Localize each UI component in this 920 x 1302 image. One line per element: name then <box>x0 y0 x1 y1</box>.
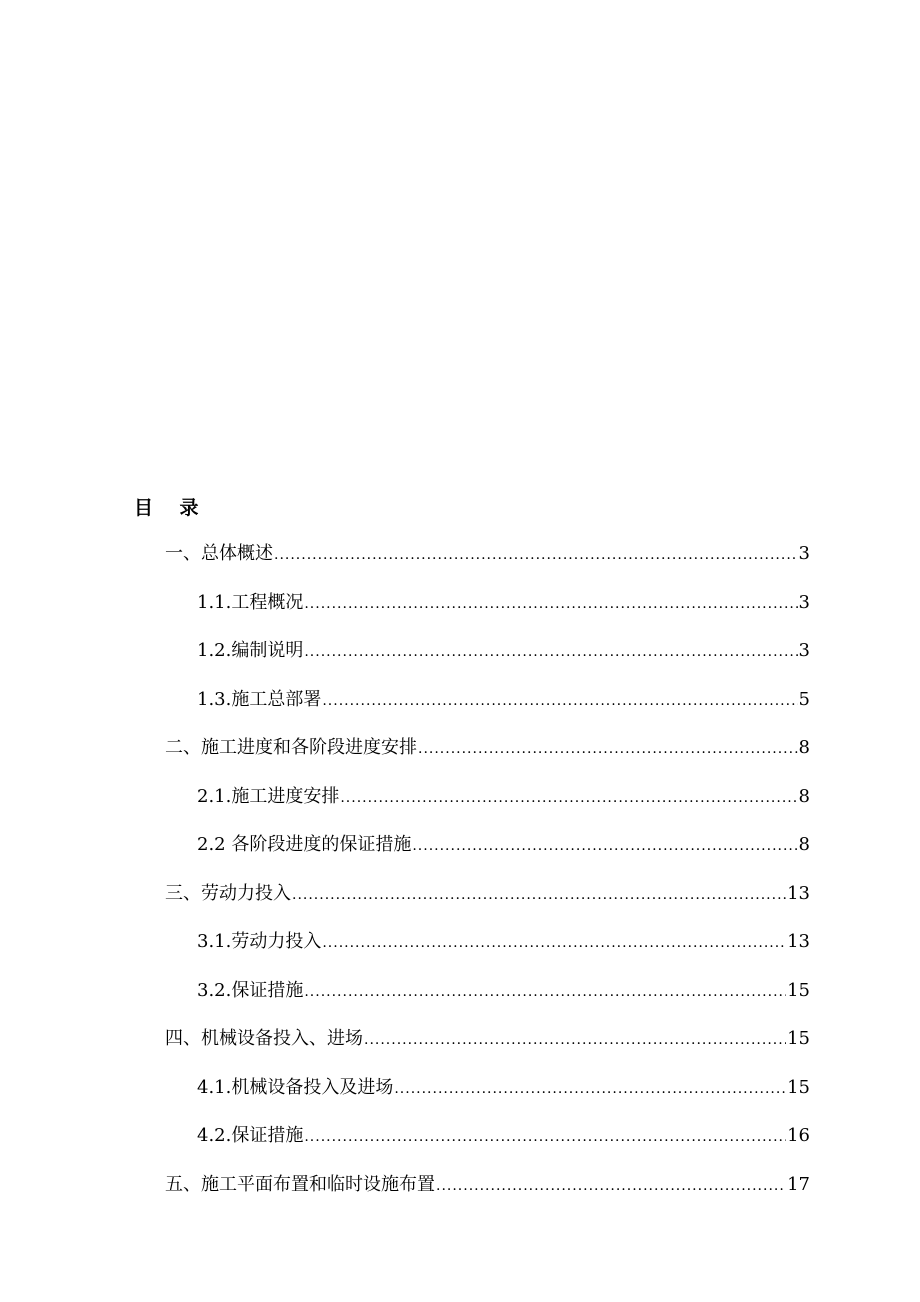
toc-entry-label: 2.2 各阶段进度的保证措施 <box>197 834 412 855</box>
toc-entry-page: 13 <box>787 882 810 904</box>
toc-entry-page: 17 <box>787 1173 810 1195</box>
dot-leader <box>304 978 786 1006</box>
dot-leader <box>436 1172 786 1200</box>
toc-entry-page: 3 <box>798 543 810 564</box>
toc-entry[interactable] <box>197 831 810 859</box>
toc-entry-label: 2.1.施工进度安排 <box>197 785 340 807</box>
toc-entry[interactable] <box>197 977 810 1005</box>
toc-entry-page: 5 <box>798 688 810 710</box>
toc-entry[interactable] <box>197 686 810 714</box>
toc-entry[interactable] <box>197 1122 810 1150</box>
dot-leader <box>412 832 797 860</box>
dot-leader <box>340 784 797 812</box>
dot-leader <box>394 1075 786 1103</box>
dot-leader <box>292 881 786 909</box>
dot-leader <box>304 638 797 666</box>
toc-entry[interactable] <box>165 734 810 762</box>
dot-leader <box>322 687 797 715</box>
toc-entry[interactable] <box>197 589 810 617</box>
toc-entry[interactable] <box>165 1025 810 1053</box>
toc-entry-label: 一、总体概述 <box>165 543 273 564</box>
toc-entry-label: 四、机械设备投入、进场 <box>165 1028 363 1049</box>
toc-entry-label: 1.3.施工总部署 <box>197 688 322 710</box>
dot-leader <box>418 735 798 763</box>
toc-entry-page: 13 <box>787 931 810 952</box>
toc-entry-label: 1.1.工程概况 <box>197 591 304 613</box>
toc-entry-page: 8 <box>798 737 810 758</box>
toc-entry[interactable] <box>165 1171 810 1199</box>
toc-entry[interactable] <box>197 637 810 665</box>
toc-entry-label: 二、施工进度和各阶段进度安排 <box>165 737 417 758</box>
toc-entry[interactable] <box>197 928 810 956</box>
toc-entry[interactable] <box>197 1074 810 1102</box>
toc-entry-label: 五、施工平面布置和临时设施布置 <box>165 1173 435 1195</box>
toc-entry[interactable] <box>197 783 810 811</box>
toc-entry-page: 15 <box>787 1028 810 1049</box>
toc-title: 目 录 <box>134 497 199 519</box>
toc-entry-label: 1.2.编制说明 <box>197 640 304 661</box>
toc-entry-page: 3 <box>798 591 810 613</box>
toc-entry[interactable] <box>165 880 810 908</box>
toc-entry-page: 15 <box>787 1076 810 1098</box>
toc-entry-label: 4.2.保证措施 <box>197 1125 304 1146</box>
toc-entry-page: 16 <box>787 1125 810 1146</box>
toc-entry[interactable] <box>165 540 810 568</box>
toc-entry-page: 8 <box>798 834 810 855</box>
toc-entry-page: 8 <box>798 785 810 807</box>
dot-leader <box>364 1026 786 1054</box>
dot-leader <box>274 541 798 569</box>
toc-entry-page: 15 <box>787 979 810 1001</box>
toc-entry-label: 4.1.机械设备投入及进场 <box>197 1076 394 1098</box>
toc-entry-label: 3.1.劳动力投入 <box>197 931 322 952</box>
dot-leader <box>304 590 797 618</box>
toc-entry-label: 3.2.保证措施 <box>197 979 304 1001</box>
toc-entry-label: 三、劳动力投入 <box>165 882 291 904</box>
toc-entry-page: 3 <box>798 640 810 661</box>
dot-leader <box>304 1123 786 1151</box>
dot-leader <box>322 929 786 957</box>
